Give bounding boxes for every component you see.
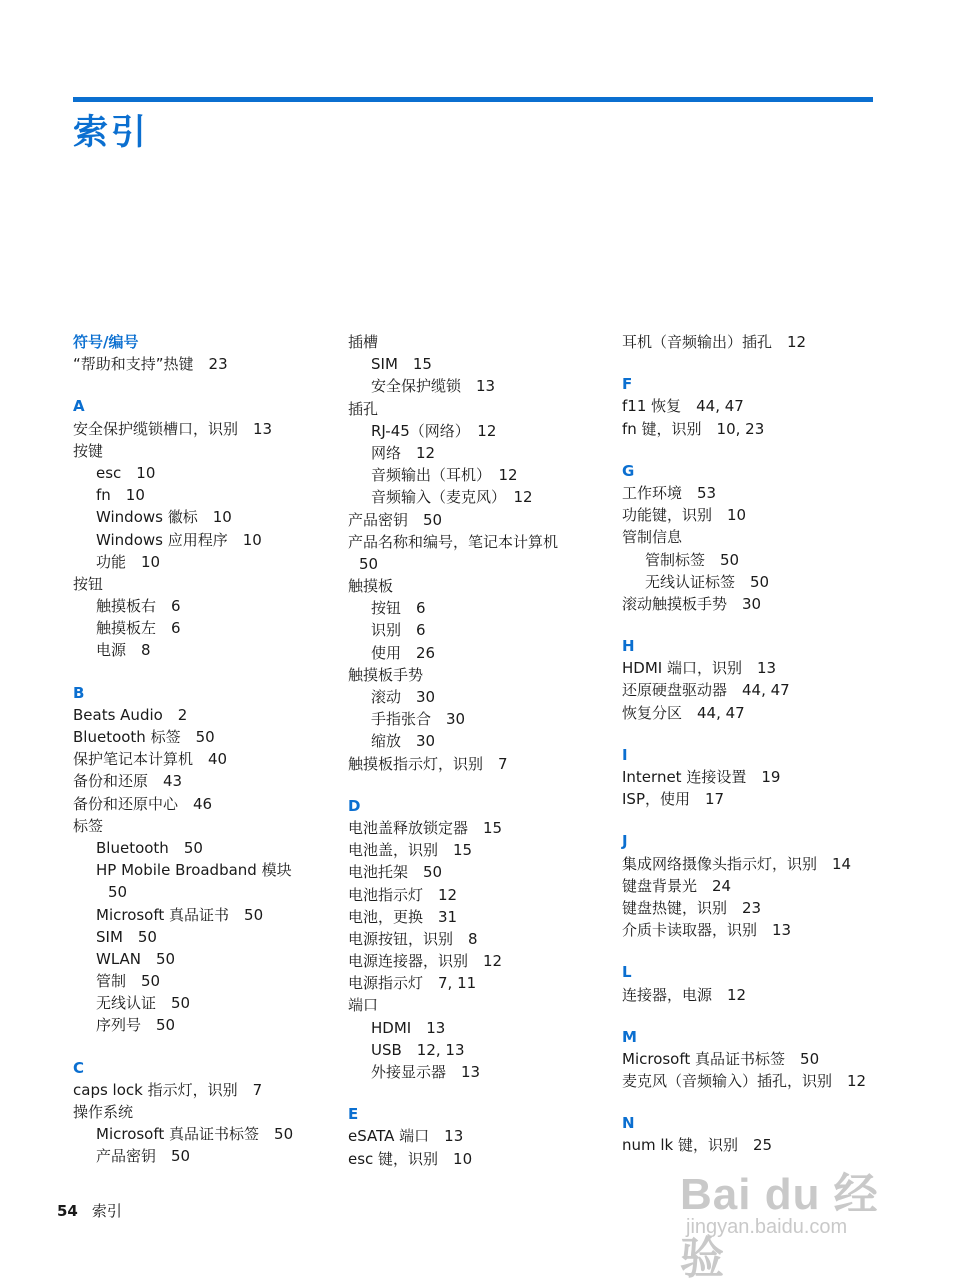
index-letter-heading: C [73, 1058, 85, 1077]
index-letter-heading: G [622, 461, 635, 480]
index-subentry: RJ-45（网络） 12 [371, 421, 497, 440]
index-letter-heading: M [622, 1027, 637, 1046]
index-entry: eSATA 端口 13 [348, 1127, 464, 1146]
index-subentry: HP Mobile Broadband 模块 [96, 861, 292, 880]
index-subentry: SIM 50 [96, 927, 157, 946]
index-letter-heading: F [622, 375, 633, 394]
index-letter-heading: I [622, 745, 628, 764]
index-letter-heading: A [73, 397, 85, 416]
index-entry: 耳机（音频输出）插孔 12 [622, 333, 807, 351]
index-entry: 安全保护缆锁槽口，识别 13 [73, 419, 273, 438]
title-rule [73, 97, 873, 102]
index-entry: 触摸板手势 [348, 665, 424, 684]
index-subentry: 触摸板左 6 [96, 619, 181, 638]
index-entry: 端口 [348, 996, 379, 1015]
index-letter-heading: L [622, 963, 632, 982]
index-entry: 滚动触摸板手势 30 [622, 594, 762, 613]
index-subentry: 产品密钥 50 [96, 1147, 191, 1166]
index-subentry: WLAN 50 [96, 949, 176, 968]
index-entry: 按键 [73, 441, 104, 460]
index-subentry: Microsoft 真品证书标签 50 [96, 1125, 294, 1144]
index-subentry: esc 10 [96, 463, 156, 482]
page-title: 索引 [73, 113, 150, 153]
index-entry: Internet 连接设置 19 [622, 768, 781, 786]
index-entry: 电池指示灯 12 [348, 885, 458, 904]
index-subentry-continuation: 50 [108, 883, 128, 902]
index-entry: 连接器，电源 12 [622, 985, 747, 1004]
index-entry: 触摸板指示灯，识别 7 [348, 754, 508, 773]
index-letter-heading: H [622, 637, 635, 656]
index-entry: 管制信息 [622, 528, 683, 547]
index-letter-heading: B [73, 683, 85, 702]
index-entry: Beats Audio 2 [73, 705, 188, 724]
watermark-logo: Bai du 经验 [680, 1170, 879, 1283]
index-subentry: 使用 26 [371, 643, 436, 662]
index-entry: “帮助和支持”热键 23 [73, 355, 228, 374]
index-subentry: 音频输出（耳机） 12 [371, 466, 518, 485]
index-subentry: 音频输入（麦克风） 12 [371, 488, 533, 507]
index-entry: Bluetooth 标签 50 [73, 728, 215, 746]
footer-label: 索引 [91, 1202, 122, 1220]
index-entry: caps lock 指示灯，识别 7 [73, 1080, 263, 1099]
watermark [680, 1140, 920, 1283]
page-number: 54 [57, 1202, 78, 1220]
index-entry: 电池盖释放锁定器 15 [348, 818, 503, 837]
index-subentry: Bluetooth 50 [96, 838, 203, 857]
index-subentry: 网络 12 [371, 443, 436, 462]
index-entry: 电源指示灯 7, 11 [348, 974, 477, 993]
index-entry: 操作系统 [73, 1103, 134, 1121]
index-subentry: HDMI 13 [371, 1018, 446, 1037]
index-letter-heading: N [622, 1114, 635, 1133]
index-letter-heading: D [348, 796, 361, 815]
index-subentry: fn 10 [96, 486, 145, 505]
index-subentry: 管制标签 50 [645, 550, 740, 569]
index-subentry: 管制 50 [96, 972, 161, 991]
index-subentry: USB 12, 13 [371, 1040, 465, 1059]
index-entry: 麦克风（音频输入）插孔，识别 12 [622, 1072, 867, 1091]
index-entry: 工作环境 53 [622, 483, 717, 502]
index-entry: 保护笔记本计算机 40 [73, 750, 228, 769]
index-entry: 电池，更换 31 [348, 907, 458, 926]
index-column-2 [348, 331, 618, 1170]
index-subentry: Windows 徽标 10 [96, 508, 232, 527]
index-subentry: 识别 6 [371, 621, 426, 640]
index-entry-continuation: 50 [359, 554, 379, 573]
index-entry: 电源连接器，识别 12 [348, 952, 503, 971]
index-entry: 插孔 [348, 399, 379, 418]
index-letter-heading: 符号/编号 [73, 333, 139, 351]
index-subentry: 安全保护缆锁 13 [371, 377, 496, 396]
index-subentry: Microsoft 真品证书 50 [96, 905, 264, 924]
index-entry: 插槽 [348, 333, 379, 351]
index-entry: 功能键，识别 10 [622, 506, 747, 525]
index-subentry: 缩放 30 [371, 732, 436, 751]
index-subentry: 滚动 30 [371, 688, 436, 706]
index-letter-heading: E [348, 1105, 359, 1124]
index-subentry: 序列号 50 [96, 1016, 176, 1035]
index-entry: ISP，使用 17 [622, 790, 725, 809]
index-entry: 备份和还原 43 [73, 772, 183, 791]
index-column-3 [622, 331, 892, 1157]
index-subentry: 按钮 6 [371, 599, 426, 618]
index-entry: 产品名称和编号，笔记本计算机 [348, 532, 559, 551]
index-entry: 电池盖，识别 15 [348, 841, 473, 860]
index-entry: 键盘热键，识别 23 [622, 898, 762, 917]
index-entry: 标签 [73, 816, 104, 835]
index-entry: 介质卡读取器，识别 13 [622, 921, 792, 940]
index-entry: 电池托架 50 [348, 863, 443, 882]
index-entry: 电源按钮，识别 8 [348, 929, 478, 948]
index-letter-heading: J [622, 832, 628, 851]
index-subentry: 电源 8 [96, 641, 151, 660]
page-footer [57, 1200, 122, 1222]
index-subentry: Windows 应用程序 10 [96, 530, 262, 549]
index-entry: 触摸板 [348, 577, 394, 596]
index-subentry: 触摸板右 6 [96, 597, 181, 616]
index-subentry: 无线认证标签 50 [645, 572, 770, 591]
index-entry: HDMI 端口，识别 13 [622, 659, 777, 678]
index-entry: 还原硬盘驱动器 44, 47 [622, 681, 790, 700]
index-entry: 备份和还原中心 46 [73, 794, 213, 813]
index-entry: fn 键，识别 10, 23 [622, 419, 765, 438]
index-column-1 [73, 331, 343, 1168]
index-entry: esc 键，识别 10 [348, 1149, 473, 1168]
watermark-url: jingyan.baidu.com [686, 1216, 848, 1238]
index-subentry: SIM 15 [371, 355, 432, 374]
index-entry: Microsoft 真品证书标签 50 [622, 1049, 820, 1068]
index-subentry: 功能 10 [96, 552, 161, 571]
index-entry: 按钮 [73, 574, 104, 593]
index-entry: 键盘背景光 24 [622, 876, 732, 895]
index-subentry: 外接显示器 13 [371, 1063, 481, 1081]
index-entry: f11 恢复 44, 47 [622, 397, 744, 416]
index-entry: num lk 键，识别 25 [622, 1136, 773, 1155]
index-subentry: 手指张合 30 [371, 710, 466, 729]
index-entry: 恢复分区 44, 47 [622, 703, 745, 722]
index-entry: 产品密钥 50 [348, 510, 443, 529]
index-entry: 集成网络摄像头指示灯，识别 14 [622, 854, 852, 873]
index-subentry: 无线认证 50 [96, 994, 191, 1013]
